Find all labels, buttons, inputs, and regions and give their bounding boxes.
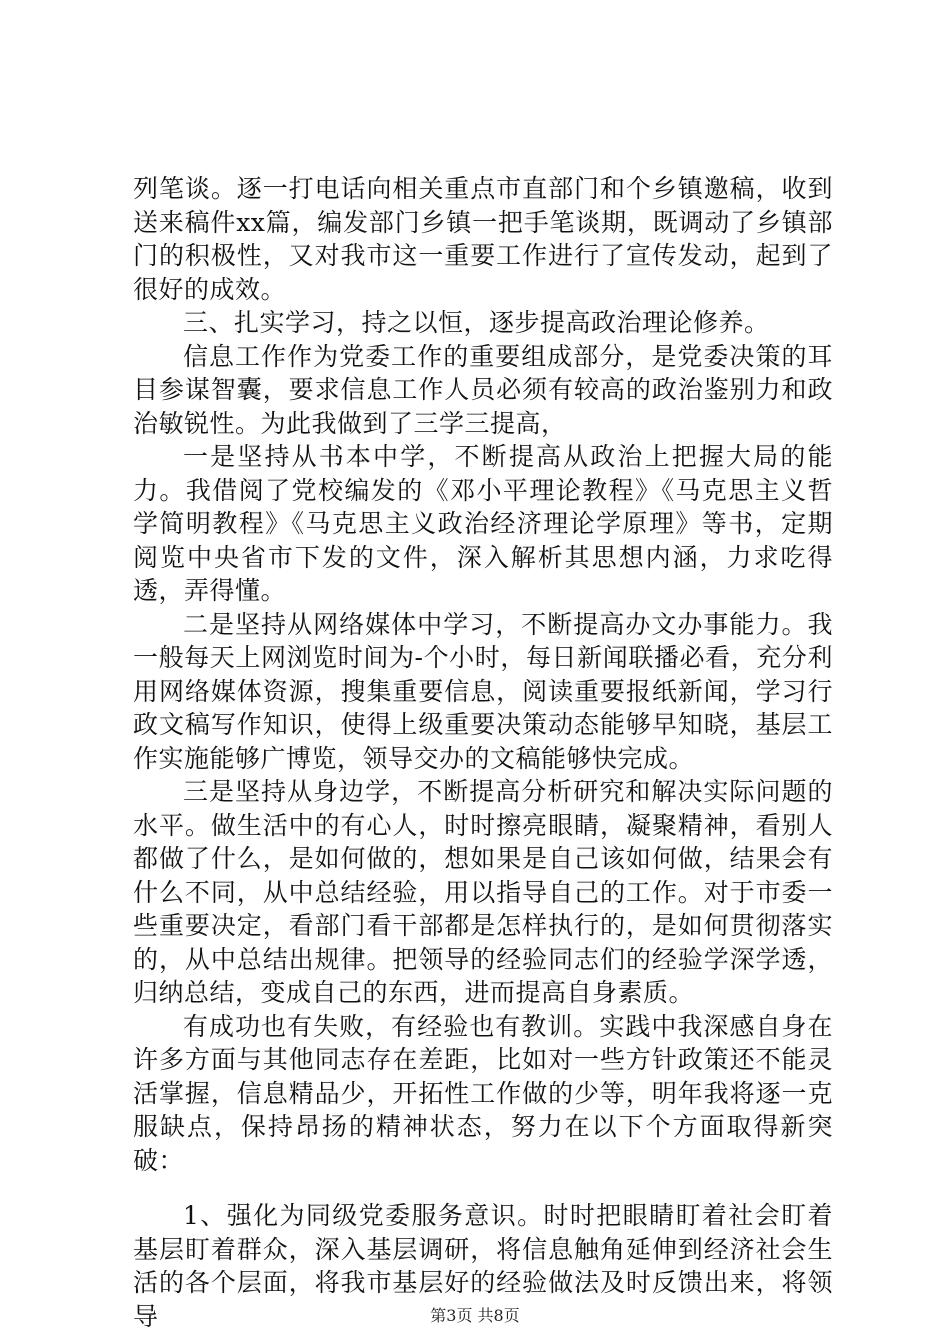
section-heading: 三、扎实学习，持之以恒，逐步提高政治理论修养。 <box>183 308 770 337</box>
paragraph: 有成功也有失败，有经验也有教训。实践中我深感自身在许多方面与其他同志存在差距，比如对一些方针政策还不能灵活掌握，信息精品少，开拓性工作做的少等，明年我将逐一克服缺点，保持昂扬的精神状态，努力在以下个方面取得新突破： <box>133 1011 833 1175</box>
paragraph-continuation: 列笔谈。逐一打电话向相关重点市直部门和个乡镇邀稿，收到送来稿件xx篇，编发部门乡镇一把手笔谈期，既调动了乡镇部门的积极性，又对我市这一重要工作进行了宣传发动，起到了很好的成效。 <box>133 174 833 304</box>
paragraph: 二是坚持从网络媒体中学习，不断提高办文办事能力。我一般每天上网浏览时间为-个小时，每日新闻联播必看，充分利用网络媒体资源，搜集重要信息，阅读重要报纸新闻，学习行政文稿写作知识，使得上级重要决策动态能够早知晓，基层工作实施能够广博览，领导交办的文稿能够快完成。 <box>133 609 833 773</box>
paragraph-spacer <box>133 1177 833 1199</box>
page-number-footer: 第3页 共8页 <box>430 1306 520 1325</box>
numbered-paragraph: 1、强化为同级党委服务意识。时时把眼睛盯着社会盯着基层盯着群众，深入基层调研，将信息触角延伸到经济社会生活的各个层面，将我市基层好的经验做法及时反馈出来，将领导 <box>133 1201 833 1331</box>
document-body <box>133 172 833 1333</box>
paragraph: 一是坚持从书本中学，不断提高从政治上把握大局的能力。我借阅了党校编发的《邓小平理论教程》《马克思主义哲学简明教程》《马克思主义政治经济理论学原理》等书，定期阅览中央省市下发的文件，深入解析其思想内涵，力求吃得透，弄得懂。 <box>133 442 833 605</box>
paragraph: 信息工作作为党委工作的重要组成部分，是党委决策的耳目参谋智囊，要求信息工作人员必须有较高的政治鉴别力和政治敏锐性。为此我做到了三学三提高， <box>133 341 833 438</box>
paragraph: 三是坚持从身边学，不断提高分析研究和解决实际问题的水平。做生活中的有心人，时时擦亮眼睛，凝聚精神，看别人都做了什么，是如何做的，想如果是自己该如何做，结果会有什么不同，从中总结经验，用以指导自己的工作。对于市委一些重要决定，看部门看干部都是怎样执行的，是如何贯彻落实的，从中总结出规律。把领导的经验同志们的经验学深学透，归纳总结，变成自己的东西，进而提高自身素质。 <box>133 777 833 1007</box>
